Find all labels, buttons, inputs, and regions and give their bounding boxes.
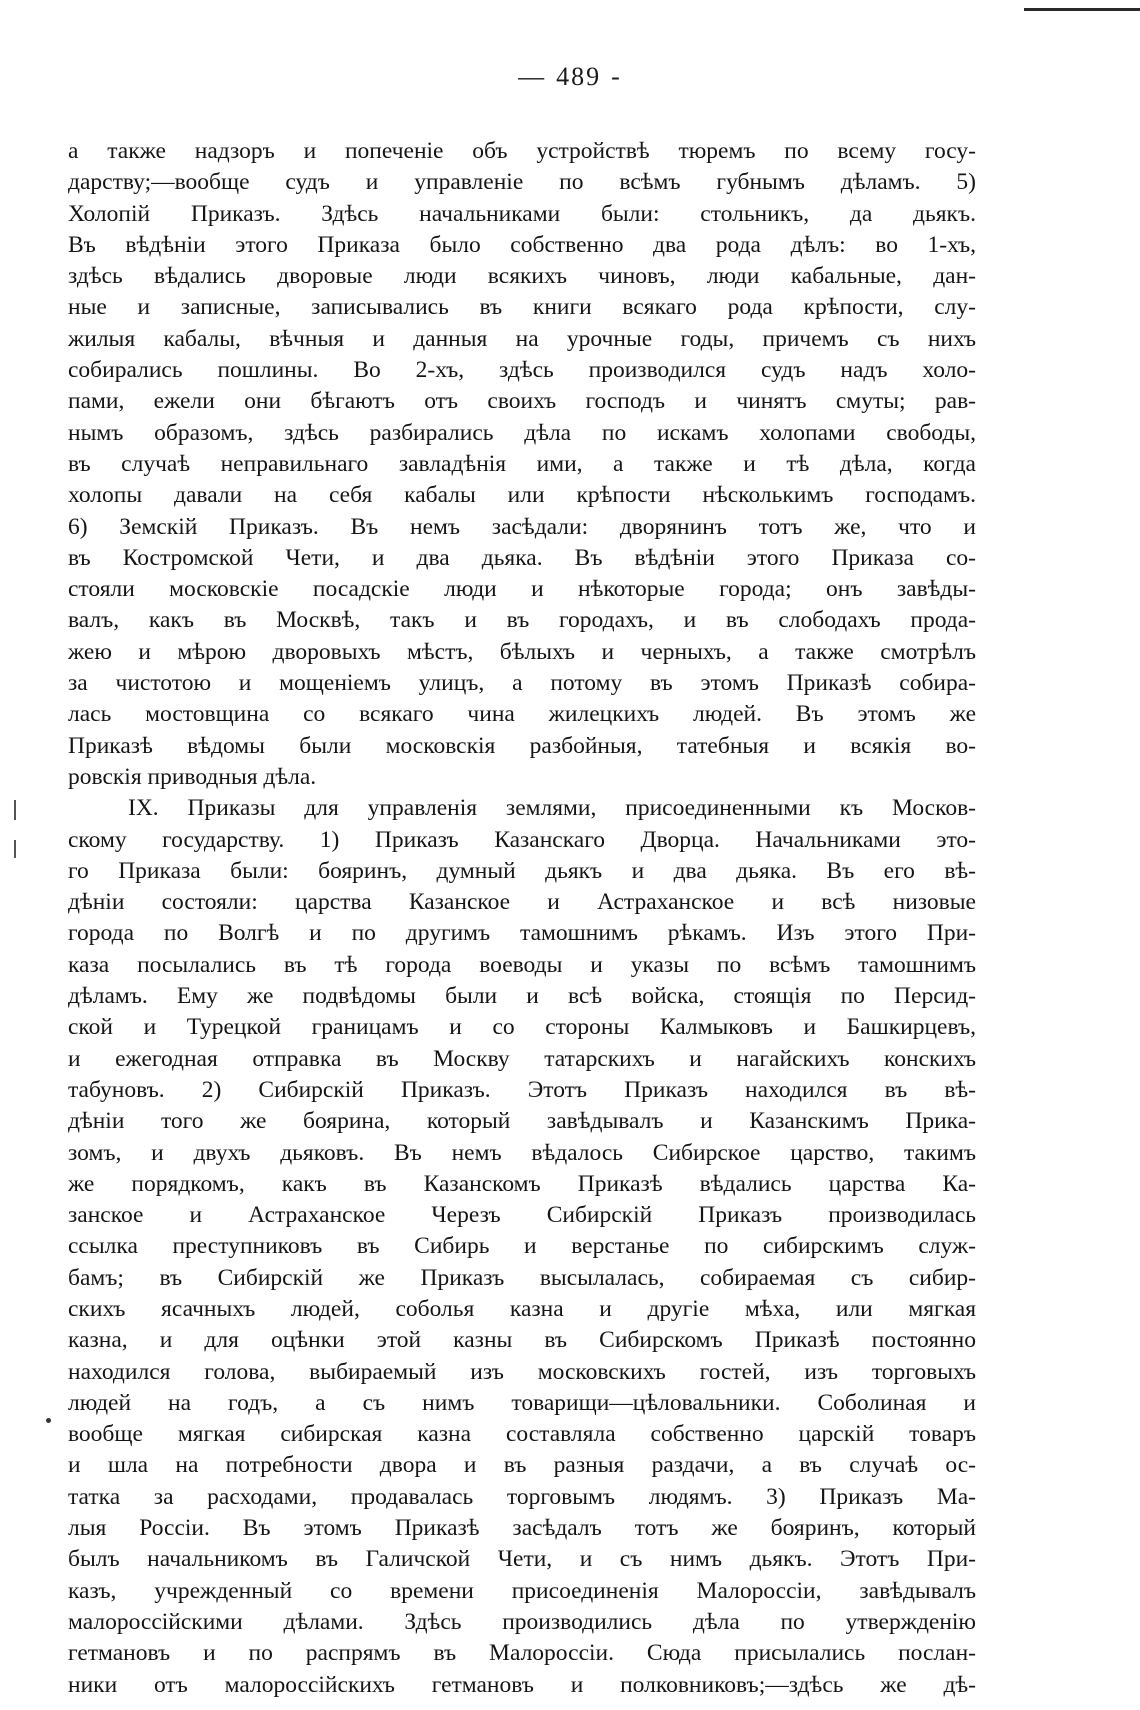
page-number-value: 489 bbox=[556, 62, 602, 91]
text-line: Приказѣ вѣдомы были московскія разбойныя, татебныя и всякія во- bbox=[68, 732, 976, 759]
paragraph-end-line: ровскія приводныя дѣла. bbox=[68, 763, 317, 790]
text-line: и ежегодная отправка въ Москву татарскихъ и нагайскихъ конскихъ bbox=[68, 1045, 976, 1072]
text-line: ской и Турецкой границамъ и со стороны Калмыковъ и Башкирцевъ, bbox=[68, 1014, 976, 1041]
margin-scan-mark bbox=[14, 840, 16, 858]
text-line: казъ, учрежденный со времени присоединенія Малороссіи, завѣдывалъ bbox=[68, 1577, 976, 1604]
text-line: дѣніи того же боярина, который завѣдывалъ и Казанскимъ Прика- bbox=[68, 1108, 976, 1135]
text-line: и шла на потребности двора и въ разныя раздачи, а въ случаѣ ос- bbox=[68, 1452, 976, 1479]
text-line: скому государству. 1) Приказъ Казанскаго Дворца. Начальниками это- bbox=[68, 826, 976, 853]
text-line: бамъ; въ Сибирскій же Приказъ высылалась, собираемая съ сибир- bbox=[68, 1264, 976, 1291]
page-number-left-dash: — bbox=[518, 62, 547, 91]
text-line: каза посылались въ тѣ города воеводы и указы по всѣмъ тамошнимъ bbox=[68, 951, 976, 978]
text-line: жилыя кабалы, вѣчныя и данныя на урочные годы, причемъ съ нихъ bbox=[68, 325, 976, 352]
text-line: нымъ образомъ, здѣсь разбирались дѣла по искамъ холопами свободы, bbox=[68, 419, 976, 446]
text-line: валъ, какъ въ Москвѣ, такъ и въ городахъ, и въ слободахъ прода- bbox=[68, 607, 976, 634]
text-line: Холопій Приказъ. Здѣсь начальниками были: стольникъ, да дьякъ. bbox=[68, 200, 976, 227]
text-line: лась мостовщина со всякаго чина жилецкихъ людей. Въ этомъ же bbox=[68, 701, 976, 728]
text-line: го Приказа были: бояринъ, думный дьякъ и два дьяка. Въ его вѣ- bbox=[68, 857, 976, 884]
text-line: зомъ, и двухъ дьяковъ. Въ немъ вѣдалось Сибирское царство, такимъ bbox=[68, 1139, 976, 1166]
text-line: занское и Астраханское Черезъ Сибирскій Приказъ производилась bbox=[68, 1202, 976, 1229]
text-line: собирались пошлины. Во 2-хъ, здѣсь производился судъ надъ холо- bbox=[68, 357, 976, 384]
text-line: стояли московскіе посадскіе люди и нѣкоторые города; онъ завѣды- bbox=[68, 576, 976, 603]
body-text bbox=[68, 136, 976, 1701]
top-edge-rule bbox=[1024, 8, 1140, 11]
section-heading-line: IX. Приказы для управленія землями, присоединенными къ Москов- bbox=[128, 795, 976, 822]
margin-scan-dot bbox=[46, 1418, 51, 1423]
text-line: табуновъ. 2) Сибирскій Приказъ. Этотъ Приказъ находился въ вѣ- bbox=[68, 1076, 976, 1103]
text-line: за чистотою и мощеніемъ улицъ, а потому въ этомъ Приказѣ собира- bbox=[68, 670, 976, 697]
page-number bbox=[0, 62, 1140, 92]
text-line: ники отъ малороссійскихъ гетмановъ и полковниковъ;—здѣсь же дѣ- bbox=[68, 1671, 976, 1698]
text-line: города по Волгѣ и по другимъ тамошнимъ рѣкамъ. Изъ этого При- bbox=[68, 920, 976, 947]
text-line: пами, ежели они бѣгаютъ отъ своихъ господъ и чинятъ смуты; рав- bbox=[68, 388, 976, 415]
text-line: дарству;—вообще судъ и управленіе по всѣмъ губнымъ дѣламъ. 5) bbox=[68, 169, 976, 196]
text-line: вообще мягкая сибирская казна составляла собственно царскій товаръ bbox=[68, 1421, 976, 1448]
text-line: въ Костромской Чети, и два дьяка. Въ вѣдѣніи этого Приказа со- bbox=[68, 544, 976, 571]
text-line: дѣніи состояли: царства Казанское и Астраханское и всѣ низовые bbox=[68, 889, 976, 916]
text-line: а также надзоръ и попеченіе объ устройствѣ тюремъ по всему госу- bbox=[68, 138, 976, 164]
page-number-right-dash: - bbox=[611, 62, 622, 91]
text-line: татка за расходами, продавалась торговымъ людямъ. 3) Приказъ Ма- bbox=[68, 1483, 976, 1510]
margin-scan-mark bbox=[14, 800, 16, 820]
text-line: лыя Россіи. Въ этомъ Приказѣ засѣдалъ тотъ же бояринъ, который bbox=[68, 1515, 976, 1542]
text-line: здѣсь вѣдались дворовые люди всякихъ чиновъ, люди кабальные, дан- bbox=[68, 263, 976, 290]
text-line: же порядкомъ, какъ въ Казанскомъ Приказѣ вѣдались царства Ка- bbox=[68, 1170, 976, 1197]
text-line: былъ начальникомъ въ Галичской Чети, и съ нимъ дьякъ. Этотъ При- bbox=[68, 1546, 976, 1573]
text-line: ные и записные, записывались въ книги всякаго рода крѣпости, слу- bbox=[68, 294, 976, 321]
text-line: дѣламъ. Ему же подвѣдомы были и всѣ войска, стоящія по Персид- bbox=[68, 983, 976, 1010]
text-line: 6) Земскій Приказъ. Въ немъ засѣдали: дворянинъ тотъ же, что и bbox=[68, 513, 976, 540]
text-line: казна, и для оцѣнки этой казны въ Сибирскомъ Приказѣ постоянно bbox=[68, 1327, 976, 1354]
text-line: находился голова, выбираемый изъ московскихъ гостей, изъ торговыхъ bbox=[68, 1358, 976, 1385]
text-line: Въ вѣдѣніи этого Приказа было собственно два рода дѣлъ: во 1-хъ, bbox=[68, 231, 976, 258]
text-line: жею и мѣрою дворовыхъ мѣстъ, бѣлыхъ и черныхъ, а также смотрѣлъ bbox=[68, 638, 976, 665]
text-line: ссылка преступниковъ въ Сибирь и верстанье по сибирскимъ служ- bbox=[68, 1233, 976, 1260]
text-line: холопы давали на себя кабалы или крѣпости нѣсколькимъ господамъ. bbox=[68, 482, 976, 509]
text-line: малороссійскими дѣлами. Здѣсь производились дѣла по утвержденію bbox=[68, 1608, 976, 1635]
text-line: людей на годъ, а съ нимъ товарищи—цѣловальники. Соболиная и bbox=[68, 1389, 976, 1416]
text-line: въ случаѣ неправильнаго завладѣнія ими, а также и тѣ дѣла, когда bbox=[68, 450, 976, 477]
text-line: гетмановъ и по распрямъ въ Малороссіи. Сюда присылались послан- bbox=[68, 1640, 976, 1667]
text-line: скихъ ясачныхъ людей, соболья казна и другіе мѣха, или мягкая bbox=[68, 1295, 976, 1322]
